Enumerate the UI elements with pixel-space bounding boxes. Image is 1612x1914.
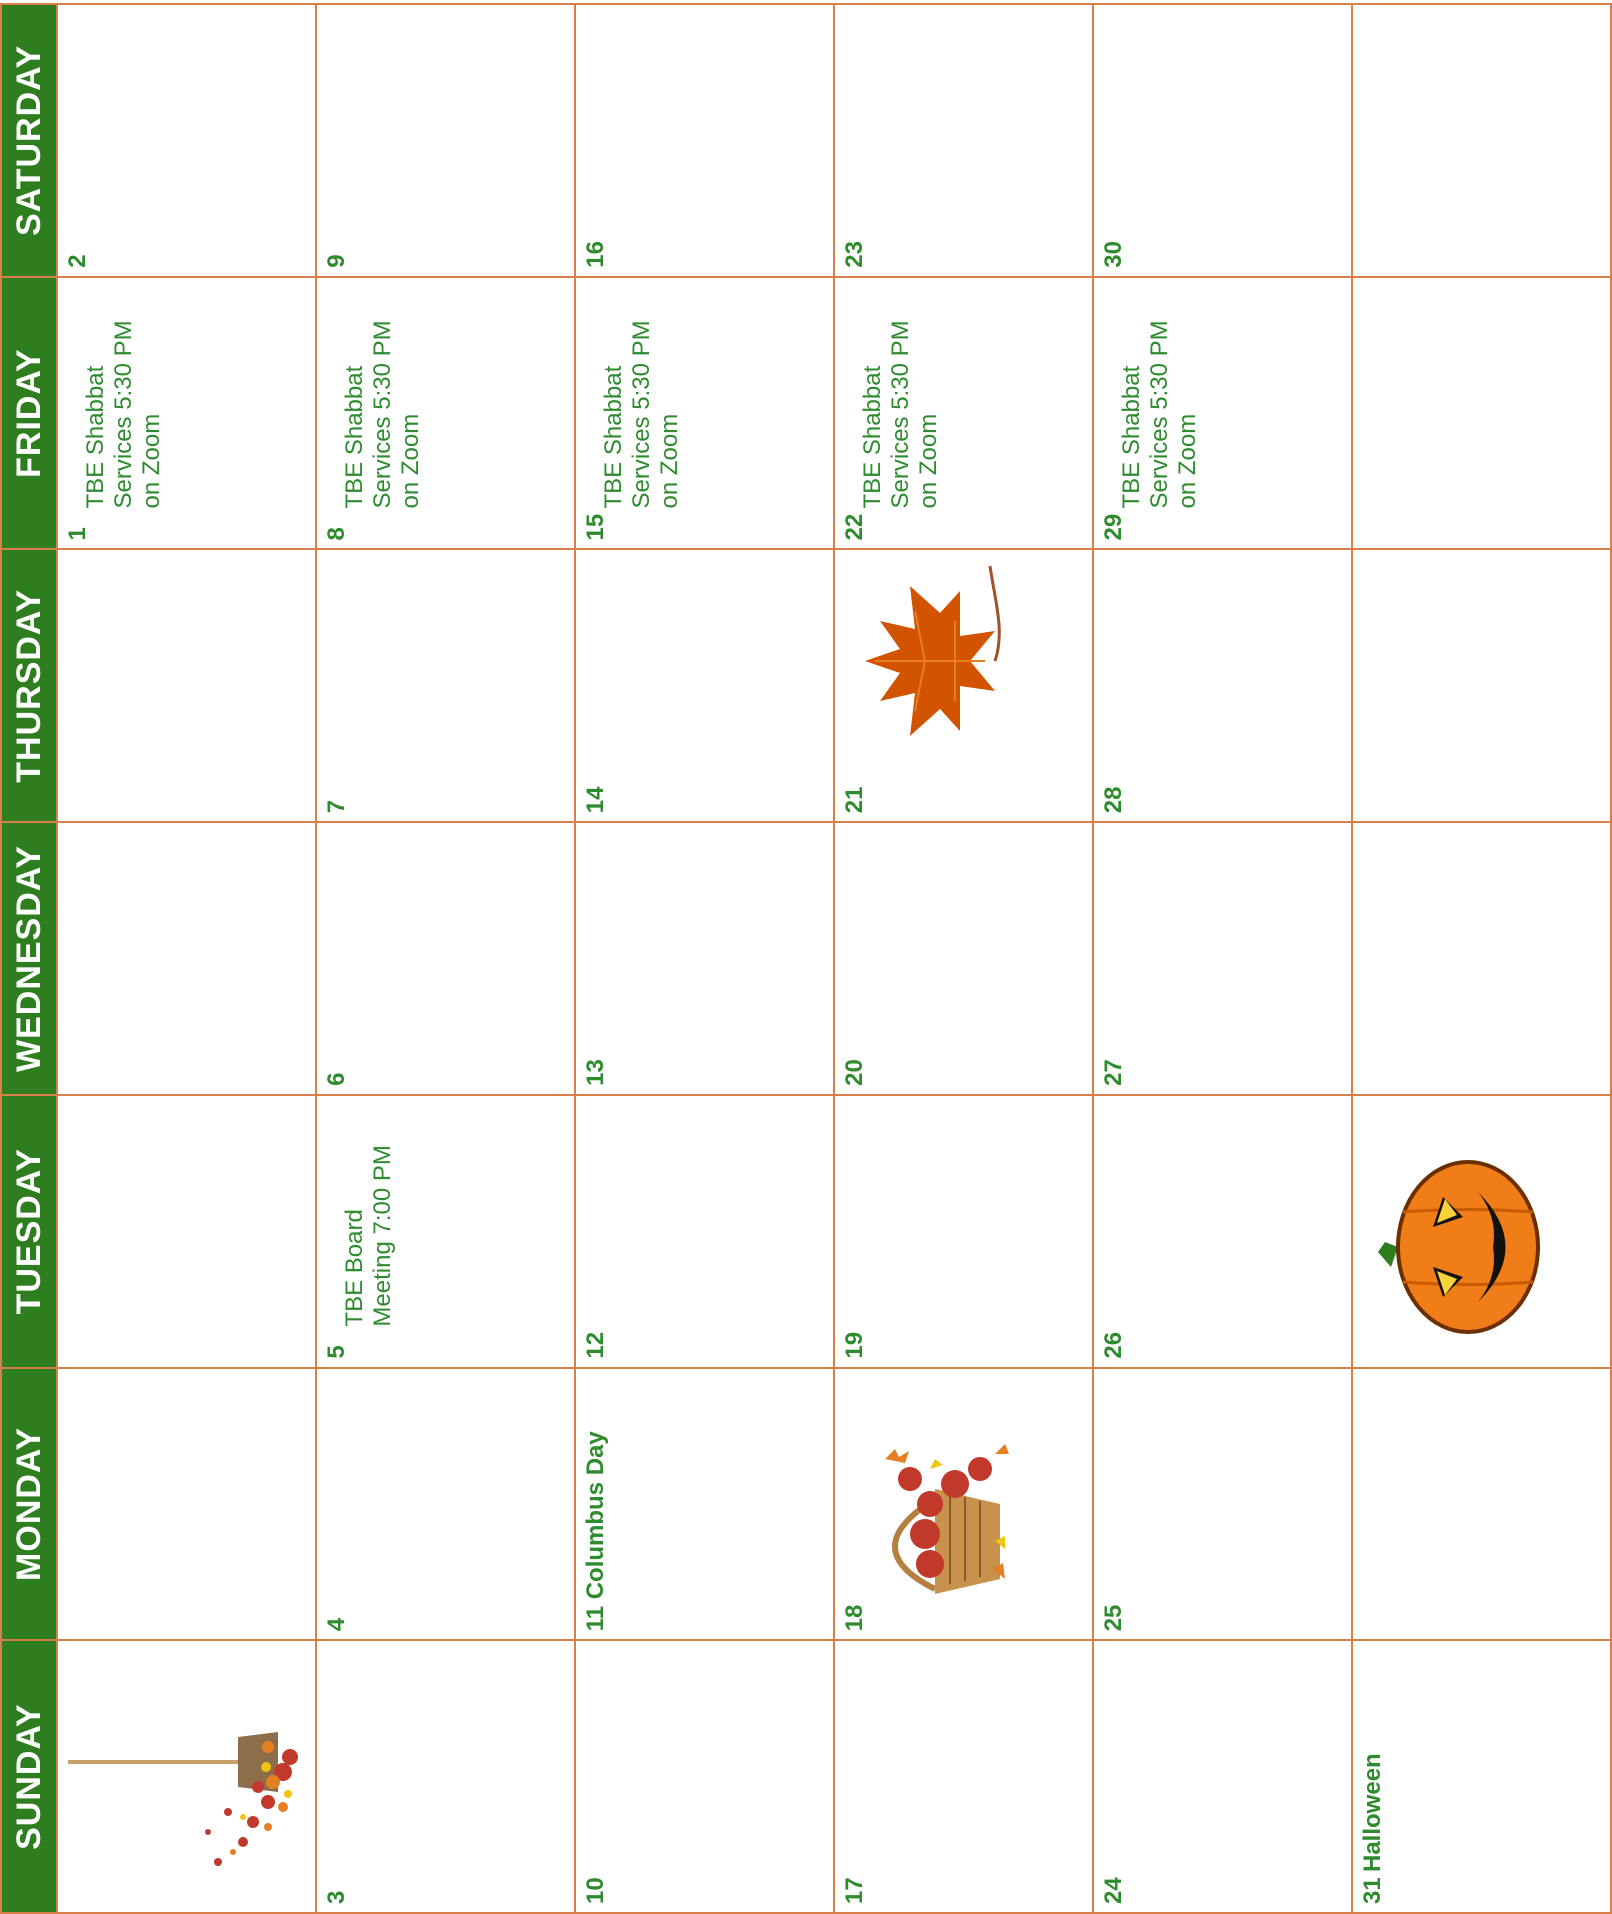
day-cell-content bbox=[58, 823, 315, 1094]
day-cell[interactable] bbox=[1352, 1095, 1611, 1368]
day-cell-content bbox=[576, 1641, 833, 1912]
day-number: 5 bbox=[323, 1345, 350, 1359]
day-cell-content bbox=[58, 1096, 315, 1367]
day-number: 3 bbox=[323, 1890, 350, 1904]
day-cell-content bbox=[317, 278, 574, 549]
day-cell[interactable] bbox=[1093, 822, 1352, 1095]
day-cell[interactable] bbox=[834, 4, 1093, 277]
day-number: 27 bbox=[1100, 1059, 1127, 1086]
day-cell-content bbox=[1353, 1641, 1610, 1912]
event-text[interactable]: TBE Shabbat Services 5:30 PM on Zoom bbox=[859, 320, 942, 509]
event-text[interactable]: TBE Shabbat Services 5:30 PM on Zoom bbox=[600, 320, 683, 509]
day-number: 6 bbox=[323, 1072, 350, 1086]
day-cell[interactable] bbox=[316, 549, 575, 822]
day-cell-content bbox=[835, 550, 1092, 821]
day-cell-content bbox=[1094, 823, 1351, 1094]
day-cell-content bbox=[1094, 278, 1351, 549]
event-text[interactable]: TBE Shabbat Services 5:30 PM on Zoom bbox=[82, 320, 165, 509]
day-cell[interactable] bbox=[316, 1640, 575, 1913]
day-cell[interactable] bbox=[1352, 4, 1611, 277]
jack-o-lantern-icon bbox=[1373, 1157, 1548, 1337]
event-text[interactable]: TBE Shabbat Services 5:30 PM on Zoom bbox=[1118, 320, 1201, 509]
day-cell[interactable] bbox=[57, 1640, 316, 1913]
day-cell-content bbox=[576, 1369, 833, 1640]
event-text[interactable]: TBE Shabbat Services 5:30 PM on Zoom bbox=[341, 320, 424, 509]
day-cell[interactable] bbox=[1093, 1640, 1352, 1913]
day-cell[interactable] bbox=[57, 1368, 316, 1641]
day-cell[interactable] bbox=[1093, 1368, 1352, 1641]
day-cell-content bbox=[1094, 1096, 1351, 1367]
weekday-tuesday: TUESDAY bbox=[1, 1095, 57, 1368]
day-cell[interactable] bbox=[575, 1368, 834, 1641]
weekday-header-row bbox=[1, 4, 57, 1913]
holiday-label: Columbus Day bbox=[582, 1431, 609, 1600]
day-number: 30 bbox=[1100, 241, 1127, 268]
day-cell-content bbox=[576, 5, 833, 276]
day-number: 4 bbox=[323, 1617, 350, 1632]
day-cell[interactable] bbox=[57, 277, 316, 550]
day-cell[interactable] bbox=[1352, 1640, 1611, 1913]
day-number: 11 bbox=[582, 1605, 609, 1632]
day-cell[interactable] bbox=[834, 1095, 1093, 1368]
day-cell[interactable] bbox=[57, 4, 316, 277]
day-cell[interactable] bbox=[57, 1095, 316, 1368]
day-cell[interactable] bbox=[834, 549, 1093, 822]
day-cell-content bbox=[835, 5, 1092, 276]
day-cell-content bbox=[835, 278, 1092, 549]
day-cell[interactable] bbox=[316, 1095, 575, 1368]
day-cell[interactable] bbox=[57, 822, 316, 1095]
day-cell[interactable] bbox=[1352, 549, 1611, 822]
day-cell-content bbox=[835, 1369, 1092, 1640]
day-cell-content bbox=[576, 278, 833, 549]
day-cell-content bbox=[317, 5, 574, 276]
day-cell-content bbox=[1094, 5, 1351, 276]
day-cell[interactable] bbox=[1352, 822, 1611, 1095]
day-number: 12 bbox=[582, 1331, 609, 1359]
day-cell[interactable] bbox=[316, 1368, 575, 1641]
apple-basket-icon bbox=[855, 1439, 1020, 1609]
day-number: 24 bbox=[1100, 1877, 1127, 1904]
day-number: 1 bbox=[64, 527, 91, 541]
weekday-saturday: SATURDAY bbox=[1, 4, 57, 277]
day-cell-content bbox=[576, 550, 833, 821]
day-number: 31 bbox=[1359, 1877, 1386, 1904]
day-cell-content bbox=[576, 1096, 833, 1367]
day-cell-content bbox=[58, 1369, 315, 1640]
day-cell-content bbox=[317, 1641, 574, 1912]
weekday-monday: MONDAY bbox=[1, 1368, 57, 1641]
day-number: 20 bbox=[841, 1059, 868, 1086]
day-number: 10 bbox=[582, 1877, 609, 1904]
week-row bbox=[1093, 4, 1352, 1913]
week-row bbox=[575, 4, 834, 1913]
day-number: 17 bbox=[841, 1877, 868, 1904]
day-cell-content bbox=[1353, 5, 1610, 276]
week-row bbox=[316, 4, 575, 1913]
day-cell[interactable] bbox=[575, 277, 834, 550]
day-cell[interactable] bbox=[575, 549, 834, 822]
day-cell[interactable] bbox=[834, 1640, 1093, 1913]
day-number: 21 bbox=[841, 786, 868, 814]
day-cell[interactable] bbox=[1093, 1095, 1352, 1368]
day-cell-content bbox=[1353, 550, 1610, 821]
day-cell[interactable] bbox=[316, 822, 575, 1095]
day-cell-content bbox=[58, 5, 315, 276]
day-cell[interactable] bbox=[575, 4, 834, 277]
holiday-label: Halloween bbox=[1359, 1753, 1386, 1872]
weekday-wednesday: WEDNESDAY bbox=[1, 822, 57, 1095]
week-row bbox=[834, 4, 1093, 1913]
day-cell[interactable] bbox=[575, 1640, 834, 1913]
day-cell-content bbox=[835, 1096, 1092, 1367]
day-number: 29 bbox=[1100, 513, 1127, 541]
day-cell-content bbox=[1353, 1096, 1610, 1367]
day-number: 22 bbox=[841, 513, 868, 541]
day-cell-content bbox=[317, 823, 574, 1094]
month-calendar bbox=[0, 3, 1612, 1914]
day-cell-content bbox=[1094, 1641, 1351, 1912]
day-cell-content bbox=[317, 1096, 574, 1367]
day-number: 26 bbox=[1100, 1331, 1127, 1359]
day-cell[interactable] bbox=[1352, 277, 1611, 550]
day-number: 15 bbox=[582, 513, 609, 541]
day-cell[interactable] bbox=[834, 277, 1093, 550]
day-cell[interactable] bbox=[575, 822, 834, 1095]
day-number: 23 bbox=[841, 241, 868, 268]
day-cell-content bbox=[1094, 1369, 1351, 1640]
day-number: 2 bbox=[64, 254, 91, 268]
day-number: 13 bbox=[582, 1059, 609, 1086]
day-number: 25 bbox=[1100, 1604, 1127, 1632]
day-cell-content bbox=[1094, 550, 1351, 821]
day-cell[interactable] bbox=[1352, 1368, 1611, 1641]
day-cell-content bbox=[835, 1641, 1092, 1912]
day-cell[interactable] bbox=[834, 822, 1093, 1095]
day-number: 28 bbox=[1100, 786, 1127, 814]
event-text[interactable]: TBE Board Meeting 7:00 PM bbox=[341, 1145, 396, 1327]
day-cell[interactable] bbox=[575, 1095, 834, 1368]
day-cell-content bbox=[1353, 823, 1610, 1094]
day-cell[interactable] bbox=[834, 1368, 1093, 1641]
calendar-body bbox=[57, 4, 1611, 1913]
maple-leaf-icon bbox=[855, 561, 1030, 761]
weekday-thursday: THURSDAY bbox=[1, 549, 57, 822]
day-cell-content bbox=[576, 823, 833, 1094]
day-cell[interactable] bbox=[57, 549, 316, 822]
day-cell-content bbox=[317, 1369, 574, 1640]
day-cell-content bbox=[1353, 278, 1610, 549]
weekday-sunday: SUNDAY bbox=[1, 1640, 57, 1913]
week-row bbox=[1352, 4, 1611, 1913]
day-number: 19 bbox=[841, 1331, 868, 1359]
day-number: 14 bbox=[582, 786, 609, 814]
day-cell[interactable] bbox=[1093, 549, 1352, 822]
day-number: 18 bbox=[841, 1604, 868, 1632]
day-cell-content bbox=[58, 278, 315, 549]
day-cell-content bbox=[317, 550, 574, 821]
day-cell-content bbox=[58, 550, 315, 821]
leaf-rake-icon bbox=[68, 1732, 303, 1882]
day-number: 8 bbox=[323, 527, 350, 541]
day-cell-content bbox=[1353, 1369, 1610, 1640]
day-cell[interactable] bbox=[316, 277, 575, 550]
day-cell-content bbox=[835, 823, 1092, 1094]
day-number: 9 bbox=[323, 254, 350, 268]
weekday-friday: FRIDAY bbox=[1, 277, 57, 550]
day-cell-content bbox=[58, 1641, 315, 1912]
week-row bbox=[57, 4, 316, 1913]
day-number: 7 bbox=[323, 799, 350, 814]
day-cell[interactable] bbox=[1093, 277, 1352, 550]
day-cell[interactable] bbox=[316, 4, 575, 277]
day-number: 16 bbox=[582, 241, 609, 268]
day-cell[interactable] bbox=[1093, 4, 1352, 277]
